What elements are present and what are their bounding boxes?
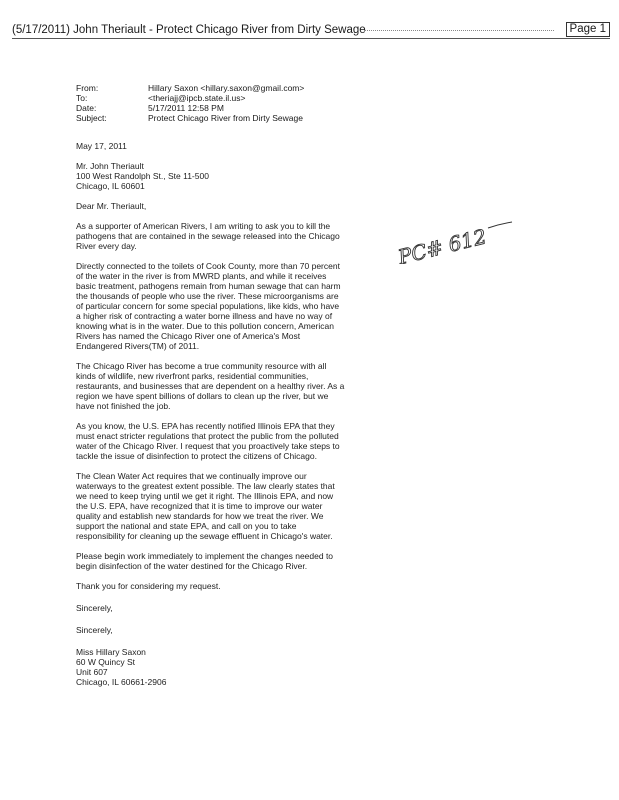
date-value: 5/17/2011 12:58 PM <box>148 103 224 113</box>
paragraph-4: As you know, the U.S. EPA has recently notified Illinois EPA that they must enact stricter regulations that protect the public from the polluted water of the Chicago River. I request that you proactively take steps to tackle the issue of disinfection to protect the citizens of Chicago. <box>76 421 340 461</box>
email-meta <box>76 83 304 123</box>
recipient-city: Chicago, IL 60601 <box>76 181 145 191</box>
handwritten-pc-stamp-svg <box>390 214 540 264</box>
signature-unit: Unit 607 <box>76 667 108 677</box>
page-header <box>12 22 610 38</box>
recipient-street: 100 West Randolph St., Ste 11-500 <box>76 171 209 181</box>
from-value: Hillary Saxon <hillary.saxon@gmail.com> <box>148 83 305 93</box>
date-label: Date: <box>76 103 97 113</box>
letter-date: May 17, 2011 <box>76 141 127 151</box>
from-row <box>76 83 304 93</box>
from-label: From: <box>76 83 99 93</box>
paragraph-5: The Clean Water Act requires that we continually improve our waterways to the greatest extent possible. The law clearly states that we need to keep trying until we get it right. The Illinois EPA, and now the U.S. EPA, have recognized that it is time to improve our water quality and establish new standards for how we treat the river. We support the national and state EPA, and call on you to take responsibility for cleaning up the sewage effluent in Chicago's water. <box>76 471 335 541</box>
closing-2: Sincerely, <box>76 625 113 635</box>
closing-1: Sincerely, <box>76 603 113 613</box>
subject-value: Protect Chicago River from Dirty Sewage <box>148 113 303 123</box>
stamp-underline-stroke <box>488 222 512 228</box>
recipient-name: Mr. John Theriault <box>76 161 144 171</box>
header-title: (5/17/2011) John Theriault - Protect Chicago River from Dirty Sewage <box>12 24 366 36</box>
subject-label: Subject: <box>76 113 107 123</box>
signature-name: Miss Hillary Saxon <box>76 647 146 657</box>
paragraph-1: As a supporter of American Rivers, I am writing to ask you to kill the pathogens that are contained in the sewage released into the Chicago River every day. <box>76 221 340 251</box>
paragraph-6: Please begin work immediately to implement the changes needed to begin disinfection of the water destined for the Chicago River. <box>76 551 334 571</box>
salutation: Dear Mr. Theriault, <box>76 201 147 211</box>
to-value: <theriajj@ipcb.state.il.us> <box>148 93 246 103</box>
header-dotted-rule <box>364 30 554 31</box>
to-row <box>76 93 304 103</box>
handwritten-pc-stamp <box>390 214 540 264</box>
paragraph-3: The Chicago River has become a true community resource with all kinds of wildlife, new riverfront parks, residential communities, restaurants, and businesses that are dependent on a healthy river. As a region we have spent billions of dollars to clean up the river, but we have not finished the job. <box>76 361 345 411</box>
stamp-text: PC# 612 <box>395 224 489 264</box>
to-label: To: <box>76 93 88 103</box>
letter-body <box>76 141 346 687</box>
header-divider <box>12 38 610 39</box>
paragraph-2: Directly connected to the toilets of Cook County, more than 70 percent of the water in the river is from MWRD plants, and while it receives basic treatment, pathogens remain from human sewage that can harm the thousands of people who use the river. These microorganisms are of particular concern for some special populations, like kids, who have a higher risk of contracting a water borne illness and have no way of knowing what is in the water. Due to this pollution concern, American Rivers has named the Chicago River one of America's Most Endangered Rivers(TM) of 2011. <box>76 261 341 351</box>
subject-row <box>76 113 304 123</box>
date-row <box>76 103 304 113</box>
page-number-box: Page 1 <box>566 22 610 37</box>
signature-street: 60 W Quincy St <box>76 657 136 667</box>
signature-city: Chicago, IL 60661-2906 <box>76 677 167 687</box>
paragraph-7: Thank you for considering my request. <box>76 581 221 591</box>
